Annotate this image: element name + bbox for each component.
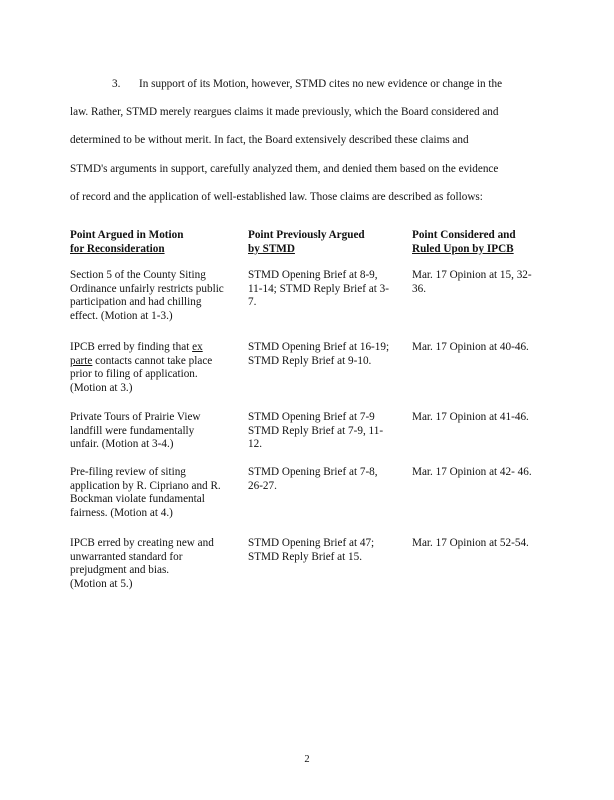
table-cell: STMD Opening Brief at 47; STMD Reply Brief at 15. bbox=[248, 537, 375, 563]
table-cell: STMD Opening Brief at 8-9, 11-14; STMD Reply Brief at 3- 7. bbox=[248, 269, 389, 309]
table-row: Section 5 of the County Siting Ordinance unfairly restricts public participation and had chilling effect. (Motion at 1-3.) bbox=[70, 269, 224, 322]
table-cell: Mar. 17 Opinion at 41-46. bbox=[412, 411, 529, 423]
paragraph-line: of record and the application of well-established law. Those claims are described as follows: bbox=[70, 190, 483, 203]
table-cell: STMD Opening Brief at 16-19; STMD Reply Brief at 9-10. bbox=[248, 341, 390, 367]
table-row: IPCB erred by creating new and unwarranted standard for prejudgment and bias. (Motion at 5.) bbox=[70, 537, 214, 590]
body-paragraph bbox=[70, 70, 546, 211]
page-number: 2 bbox=[304, 754, 310, 765]
table-cell: STMD Opening Brief at 7-9 STMD Reply Brief at 7-9, 11- 12. bbox=[248, 411, 384, 451]
paragraph-line: determined to be without merit. In fact, the Board extensively described these claims and bbox=[70, 134, 469, 147]
table-cell: Mar. 17 Opinion at 52-54. bbox=[412, 537, 529, 549]
paragraph-line: law. Rather, STMD merely reargues claims it made previously, which the Board considered and bbox=[70, 106, 499, 119]
table-cell: Mar. 17 Opinion at 15, 32- 36. bbox=[412, 269, 532, 295]
header-point-argued: Point Argued in Motion for Reconsideration bbox=[70, 229, 184, 255]
paragraph-line: STMD's arguments in support, carefully analyzed them, and denied them based on the evidence bbox=[70, 162, 499, 175]
paragraph-number: 3. bbox=[112, 78, 121, 90]
table-row: Private Tours of Prairie View landfill were fundamentally unfair. (Motion at 3-4.) bbox=[70, 411, 201, 451]
paragraph-line: 3. In support of its Motion, however, STMD cites no new evidence or change in the bbox=[70, 70, 546, 98]
table-cell: STMD Opening Brief at 7-8, 26-27. bbox=[248, 466, 378, 492]
table-cell: Mar. 17 Opinion at 40-46. bbox=[412, 341, 529, 353]
header-point-considered: Point Considered and Ruled Upon by IPCB bbox=[412, 229, 516, 255]
header-point-previously-argued: Point Previously Argued by STMD bbox=[248, 229, 365, 255]
table-row: Pre-filing review of siting application by R. Cipriano and R. Bockman violate fundamental fairness. (Motion at 4.) bbox=[70, 466, 221, 519]
table-row: IPCB erred by finding that ex parte contacts cannot take place prior to filing of application. (Motion at 3.) bbox=[70, 341, 213, 394]
table-cell: Mar. 17 Opinion at 42- 46. bbox=[412, 466, 532, 478]
